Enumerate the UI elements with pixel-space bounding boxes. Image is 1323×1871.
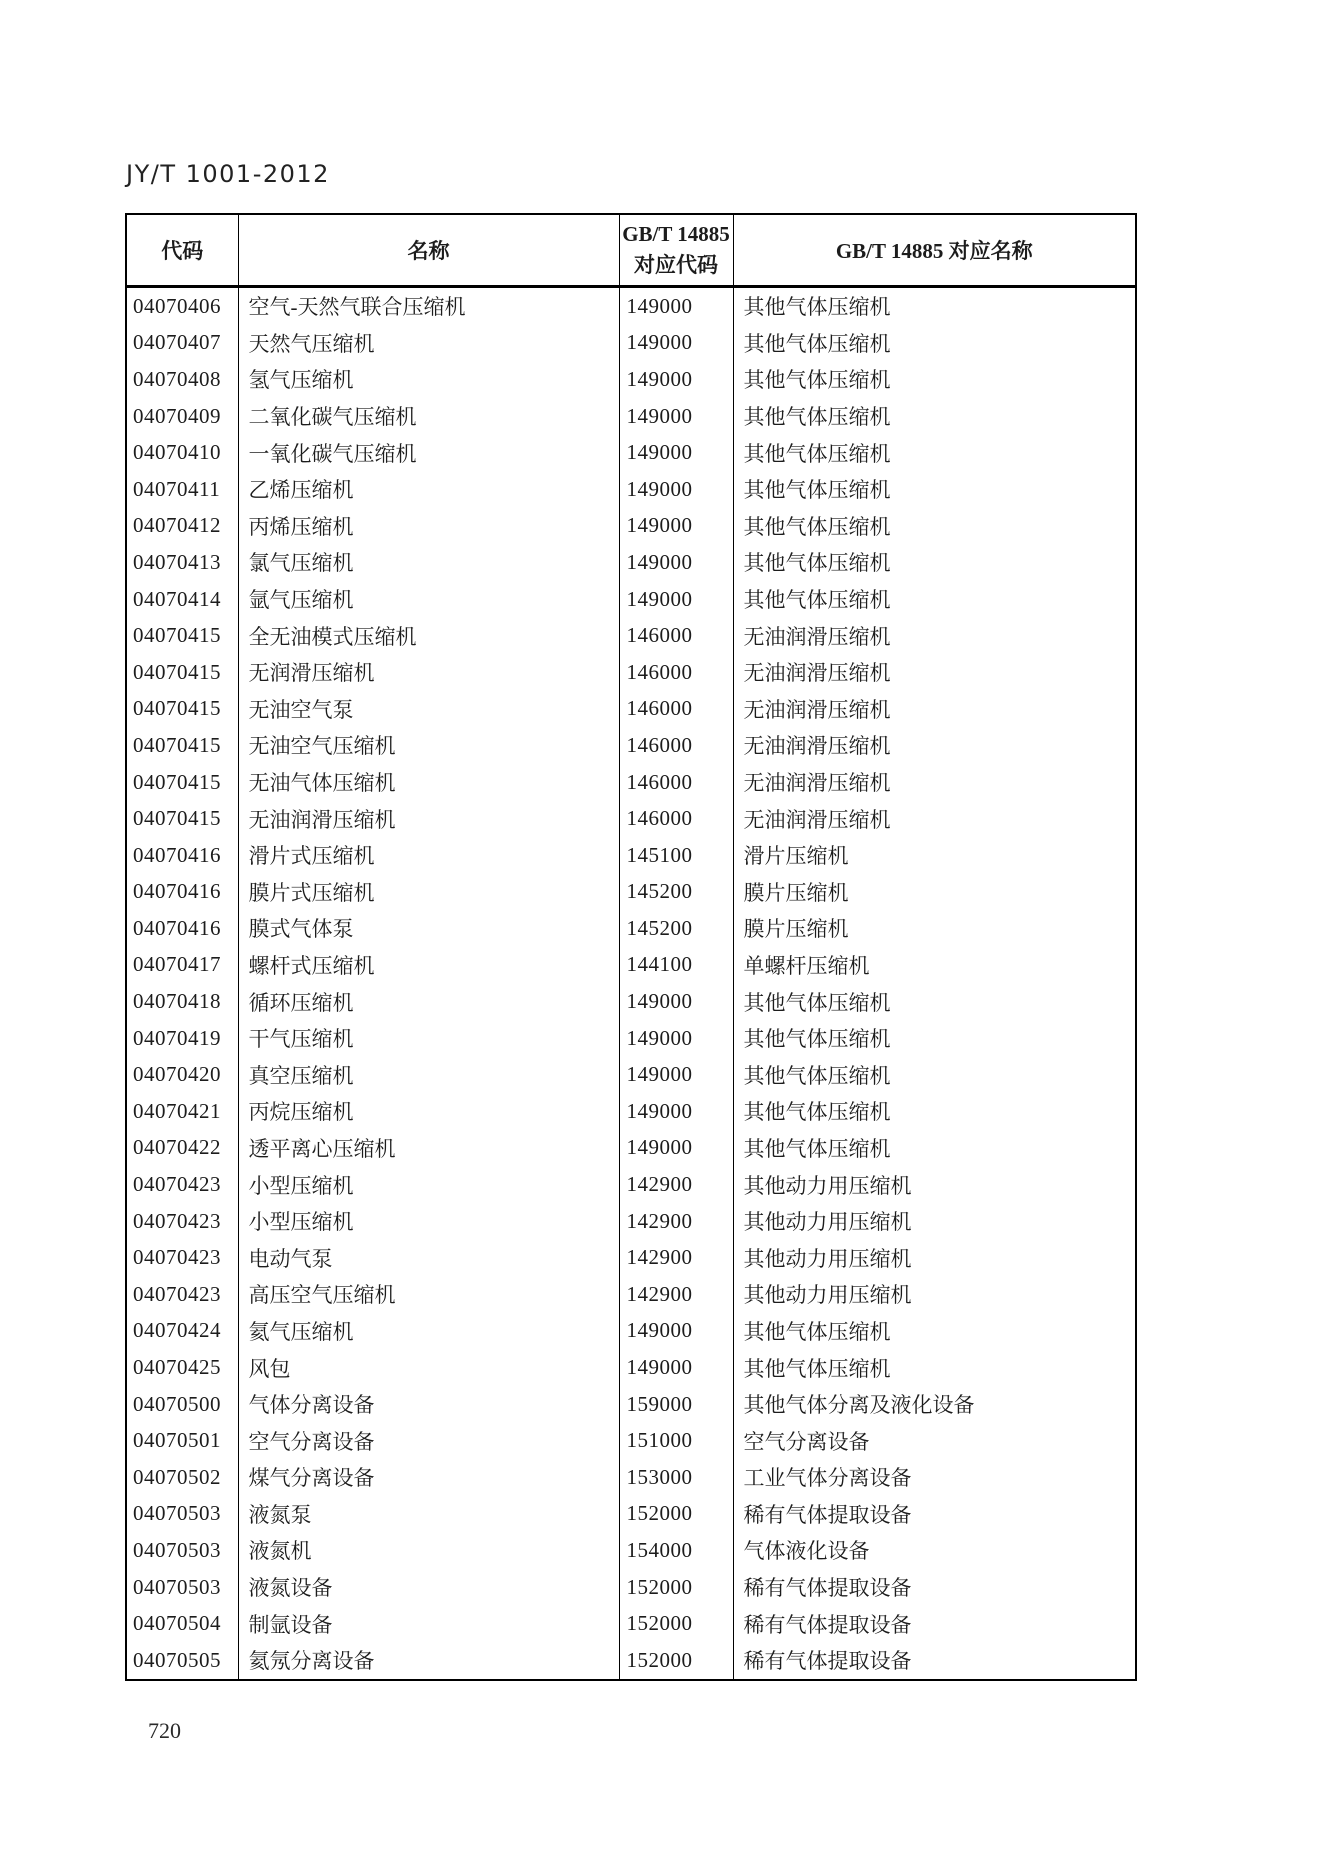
table-row [126,325,1136,362]
table-row [126,800,1136,837]
gbt-name-cell: 其他气体压缩机 [733,1130,1136,1167]
table-row [126,727,1136,764]
page-number: 720 [148,1718,181,1743]
code-cell: 04070423 [133,1208,221,1233]
header-gbt-name: GB/T 14885 对应名称 [733,214,1136,287]
code-cell: 04070415 [133,769,221,794]
gbt-code-cell: 144100 [619,947,733,984]
table-row [126,1020,1136,1057]
gbt-code-cell: 146000 [619,617,733,654]
code-cell: 04070415 [133,696,221,721]
code-cell: 04070420 [133,1062,221,1087]
code-cell: 04070416 [133,915,221,940]
name-cell: 氢气压缩机 [238,361,619,398]
table-row [126,910,1136,947]
gbt-name-cell: 无油润滑压缩机 [733,800,1136,837]
table-row [126,1093,1136,1130]
name-cell: 螺杆式压缩机 [238,947,619,984]
gbt-code-cell: 152000 [619,1642,733,1680]
gbt-code-cell: 146000 [619,764,733,801]
gbt-name-cell: 其他气体压缩机 [733,581,1136,618]
gbt-name-cell: 其他动力用压缩机 [733,1166,1136,1203]
name-cell: 氩气压缩机 [238,581,619,618]
table-row [126,1276,1136,1313]
gbt-name-cell: 稀有气体提取设备 [733,1496,1136,1533]
table-row [126,874,1136,911]
code-cell: 04070418 [133,989,221,1014]
gbt-code-cell: 142900 [619,1239,733,1276]
table-row [126,1056,1136,1093]
code-cell: 04070409 [133,403,221,428]
code-cell: 04070505 [133,1647,221,1672]
name-cell: 无润滑压缩机 [238,654,619,691]
gbt-code-cell: 149000 [619,361,733,398]
gbt-code-cell: 149000 [619,983,733,1020]
gbt-code-cell: 146000 [619,654,733,691]
gbt-name-cell: 空气分离设备 [733,1422,1136,1459]
name-cell: 乙烯压缩机 [238,471,619,508]
name-cell: 丙烷压缩机 [238,1093,619,1130]
gbt-code-cell: 149000 [619,1020,733,1057]
name-cell: 小型压缩机 [238,1166,619,1203]
table-row [126,1166,1136,1203]
name-cell: 循环压缩机 [238,983,619,1020]
name-cell: 天然气压缩机 [238,325,619,362]
code-mapping-table [125,213,1137,1681]
name-cell: 小型压缩机 [238,1203,619,1240]
name-cell: 膜片式压缩机 [238,874,619,911]
gbt-name-cell: 其他气体压缩机 [733,398,1136,435]
table-row [126,1313,1136,1350]
gbt-name-cell: 其他气体压缩机 [733,983,1136,1020]
code-cell: 04070503 [133,1537,221,1562]
code-cell: 04070502 [133,1464,221,1489]
code-cell: 04070419 [133,1025,221,1050]
gbt-code-cell: 145100 [619,837,733,874]
code-cell: 04070410 [133,440,221,465]
name-cell: 真空压缩机 [238,1056,619,1093]
header-name: 名称 [238,214,619,287]
gbt-name-cell: 工业气体分离设备 [733,1459,1136,1496]
gbt-name-cell: 无油润滑压缩机 [733,764,1136,801]
name-cell: 空气-天然气联合压缩机 [238,287,619,325]
code-cell: 04070412 [133,513,221,538]
table-row [126,1422,1136,1459]
gbt-name-cell: 稀有气体提取设备 [733,1642,1136,1680]
gbt-code-cell: 142900 [619,1276,733,1313]
name-cell: 氦氖分离设备 [238,1642,619,1680]
name-cell: 全无油模式压缩机 [238,617,619,654]
gbt-code-cell: 152000 [619,1605,733,1642]
table-row [126,617,1136,654]
gbt-name-cell: 其他气体压缩机 [733,1093,1136,1130]
name-cell: 无油空气压缩机 [238,727,619,764]
gbt-code-cell: 154000 [619,1532,733,1569]
table-row [126,508,1136,545]
gbt-name-cell: 膜片压缩机 [733,874,1136,911]
gbt-name-cell: 其他气体压缩机 [733,361,1136,398]
gbt-name-cell: 其他气体压缩机 [733,471,1136,508]
gbt-code-cell: 149000 [619,471,733,508]
code-cell: 04070501 [133,1428,221,1453]
gbt-code-cell: 146000 [619,800,733,837]
name-cell: 煤气分离设备 [238,1459,619,1496]
table-row [126,398,1136,435]
table-row [126,544,1136,581]
code-cell: 04070413 [133,549,221,574]
code-cell: 04070415 [133,659,221,684]
name-cell: 风包 [238,1349,619,1386]
code-cell: 04070416 [133,842,221,867]
table-row [126,1349,1136,1386]
name-cell: 滑片式压缩机 [238,837,619,874]
gbt-code-cell: 142900 [619,1203,733,1240]
code-cell: 04070414 [133,586,221,611]
table-row [126,983,1136,1020]
gbt-name-cell: 滑片压缩机 [733,837,1136,874]
gbt-code-cell: 145200 [619,874,733,911]
name-cell: 一氧化碳气压缩机 [238,434,619,471]
header-gbt-code [619,214,733,287]
table-row [126,1532,1136,1569]
table-row [126,1642,1136,1680]
table-row [126,1459,1136,1496]
name-cell: 电动气泵 [238,1239,619,1276]
gbt-code-cell: 151000 [619,1422,733,1459]
gbt-name-cell: 其他气体压缩机 [733,434,1136,471]
gbt-name-cell: 无油润滑压缩机 [733,691,1136,728]
code-cell: 04070500 [133,1391,221,1416]
name-cell: 液氮设备 [238,1569,619,1606]
table-row [126,1130,1136,1167]
name-cell: 液氮机 [238,1532,619,1569]
table-row [126,1569,1136,1606]
gbt-name-cell: 膜片压缩机 [733,910,1136,947]
code-cell: 04070407 [133,330,221,355]
gbt-name-cell: 其他气体压缩机 [733,287,1136,325]
code-cell: 04070503 [133,1574,221,1599]
gbt-code-cell: 146000 [619,691,733,728]
gbt-name-cell: 其他气体压缩机 [733,508,1136,545]
gbt-name-cell: 其他气体压缩机 [733,544,1136,581]
code-cell: 04070416 [133,879,221,904]
table-row [126,1605,1136,1642]
gbt-name-cell: 稀有气体提取设备 [733,1569,1136,1606]
code-cell: 04070423 [133,1245,221,1270]
table-row [126,947,1136,984]
gbt-code-cell: 149000 [619,544,733,581]
code-cell: 04070408 [133,366,221,391]
code-cell: 04070425 [133,1355,221,1380]
code-cell: 04070406 [133,293,221,318]
gbt-name-cell: 其他气体压缩机 [733,325,1136,362]
gbt-code-cell: 142900 [619,1166,733,1203]
gbt-code-cell: 149000 [619,1313,733,1350]
gbt-name-cell: 其他动力用压缩机 [733,1203,1136,1240]
table-row [126,1239,1136,1276]
table-row [126,471,1136,508]
table-row [126,691,1136,728]
name-cell: 高压空气压缩机 [238,1276,619,1313]
name-cell: 膜式气体泵 [238,910,619,947]
gbt-code-cell: 149000 [619,1349,733,1386]
gbt-code-cell: 145200 [619,910,733,947]
code-cell: 04070423 [133,1281,221,1306]
table-row [126,764,1136,801]
table-row [126,581,1136,618]
name-cell: 无油气体压缩机 [238,764,619,801]
code-cell: 04070415 [133,732,221,757]
gbt-name-cell: 其他气体压缩机 [733,1020,1136,1057]
name-cell: 透平离心压缩机 [238,1130,619,1167]
name-cell: 制氩设备 [238,1605,619,1642]
name-cell: 无油空气泵 [238,691,619,728]
gbt-code-cell: 149000 [619,434,733,471]
standard-code-heading: JY/T 1001-2012 [126,160,330,188]
gbt-name-cell: 其他动力用压缩机 [733,1239,1136,1276]
gbt-name-cell: 无油润滑压缩机 [733,727,1136,764]
name-cell: 气体分离设备 [238,1386,619,1423]
gbt-name-cell: 其他气体压缩机 [733,1349,1136,1386]
table-row [126,361,1136,398]
name-cell: 干气压缩机 [238,1020,619,1057]
header-gbt-code-line1: GB/T 14885 [622,221,730,246]
code-cell: 04070415 [133,623,221,648]
gbt-name-cell: 无油润滑压缩机 [733,654,1136,691]
gbt-code-cell: 149000 [619,398,733,435]
code-cell: 04070411 [133,476,221,501]
code-cell: 04070424 [133,1318,221,1343]
code-cell: 04070504 [133,1611,221,1636]
code-cell: 04070415 [133,806,221,831]
name-cell: 二氧化碳气压缩机 [238,398,619,435]
gbt-name-cell: 稀有气体提取设备 [733,1605,1136,1642]
gbt-code-cell: 149000 [619,1093,733,1130]
table-row [126,1203,1136,1240]
name-cell: 氦气压缩机 [238,1313,619,1350]
gbt-code-cell: 149000 [619,581,733,618]
code-cell: 04070422 [133,1135,221,1160]
header-gbt-code-line2: 对应代码 [634,253,718,277]
gbt-name-cell: 气体液化设备 [733,1532,1136,1569]
gbt-code-cell: 152000 [619,1496,733,1533]
gbt-name-cell: 单螺杆压缩机 [733,947,1136,984]
code-cell: 04070417 [133,952,221,977]
gbt-code-cell: 146000 [619,727,733,764]
gbt-code-cell: 159000 [619,1386,733,1423]
table-row [126,1386,1136,1423]
name-cell: 氯气压缩机 [238,544,619,581]
table-row [126,837,1136,874]
header-code: 代码 [126,214,238,287]
table-row [126,654,1136,691]
code-cell: 04070421 [133,1098,221,1123]
gbt-code-cell: 149000 [619,1056,733,1093]
gbt-name-cell: 其他气体压缩机 [733,1313,1136,1350]
name-cell: 无油润滑压缩机 [238,800,619,837]
code-cell: 04070503 [133,1501,221,1526]
gbt-code-cell: 149000 [619,287,733,325]
gbt-name-cell: 其他气体分离及液化设备 [733,1386,1136,1423]
table-row [126,434,1136,471]
name-cell: 丙烯压缩机 [238,508,619,545]
gbt-code-cell: 152000 [619,1569,733,1606]
name-cell: 空气分离设备 [238,1422,619,1459]
gbt-name-cell: 其他动力用压缩机 [733,1276,1136,1313]
gbt-name-cell: 其他气体压缩机 [733,1056,1136,1093]
gbt-code-cell: 149000 [619,508,733,545]
gbt-code-cell: 149000 [619,325,733,362]
gbt-name-cell: 无油润滑压缩机 [733,617,1136,654]
gbt-code-cell: 149000 [619,1130,733,1167]
table-row [126,287,1136,325]
gbt-code-cell: 153000 [619,1459,733,1496]
table-header-row [126,214,1136,287]
name-cell: 液氮泵 [238,1496,619,1533]
table-row [126,1496,1136,1533]
code-cell: 04070423 [133,1172,221,1197]
